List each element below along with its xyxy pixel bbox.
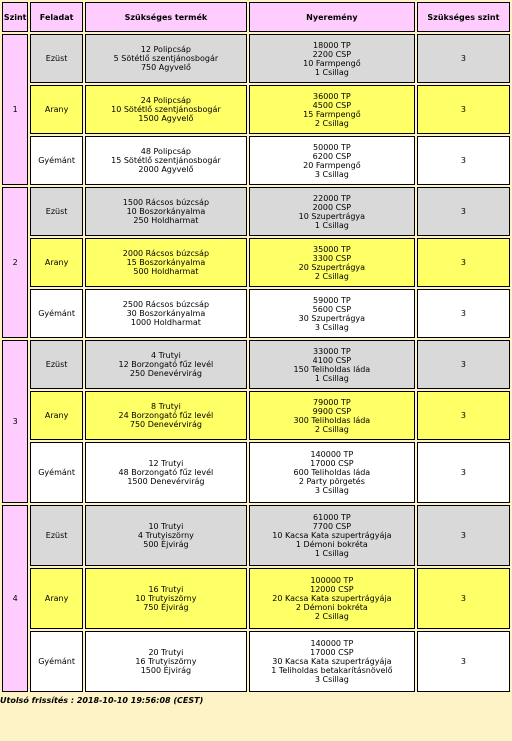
table-row (2, 631, 510, 692)
reward-item: 150 Teliholdas láda (293, 364, 371, 374)
task-cell: Ezüst (30, 187, 83, 236)
reward-item: 4500 CSP (312, 100, 352, 110)
reward-item: 33000 TP (313, 346, 351, 356)
required-item: 30 Boszorkányalma (126, 309, 206, 318)
required-items-cell (85, 505, 247, 566)
reward-item: 1 Démoni bokréta (295, 540, 368, 549)
required-level-cell: 3 (417, 391, 510, 440)
reward-item: 1 Csillag (314, 373, 349, 383)
required-level-cell: 3 (417, 568, 510, 629)
required-item: 500 Holdharmat (133, 267, 199, 276)
task-cell: Arany (30, 238, 83, 287)
required-item: 12 Borzongató fűz levél (118, 360, 214, 369)
task-cell: Gyémánt (30, 442, 83, 503)
header-level: Szint (2, 2, 28, 32)
required-item: 12 Polipcsáp (140, 45, 192, 54)
required-items-cell (85, 340, 247, 389)
task-cell: Ezüst (30, 34, 83, 83)
reward-item: 61000 TP (313, 513, 351, 522)
reward-item: 600 Teliholdas láda (293, 468, 371, 477)
required-level-cell: 3 (417, 85, 510, 134)
required-item: 12 Trutyi (148, 459, 184, 468)
required-item: 2500 Rácsos búzcsáp (122, 300, 210, 309)
required-item: 750 Éjvirág (143, 603, 189, 612)
quest-table-body (2, 34, 510, 692)
required-item: 5 Sötétlő szentjánosbogár (113, 54, 219, 63)
required-item: 1000 Holdharmat (130, 318, 201, 327)
reward-item: 30 Kacsa Kata szupertrágyája (272, 657, 392, 666)
required-level-cell: 3 (417, 187, 510, 236)
header-row (2, 2, 510, 32)
required-level-cell: 3 (417, 136, 510, 185)
rewards-cell (249, 34, 415, 83)
reward-item: 2 Csillag (314, 118, 349, 128)
table-row (2, 289, 510, 338)
required-level-cell: 3 (417, 34, 510, 83)
required-items-cell (85, 568, 247, 629)
required-item: 500 Éjvirág (143, 540, 189, 549)
level-cell: 2 (2, 187, 28, 338)
required-item: 10 Boszorkányalma (126, 207, 206, 216)
required-item: 1500 Denevérvirág (127, 477, 205, 486)
rewards-cell (249, 505, 415, 566)
reward-item: 100000 TP (310, 576, 354, 585)
reward-item: 140000 TP (310, 450, 354, 459)
reward-item: 22000 TP (313, 193, 351, 203)
required-item: 2000 Agyvelő (138, 165, 194, 174)
required-item: 10 Trutyiszörny (135, 594, 197, 603)
rewards-cell (249, 340, 415, 389)
reward-item: 140000 TP (310, 639, 354, 648)
reward-item: 12000 CSP (310, 585, 354, 594)
required-level-cell: 3 (417, 289, 510, 338)
table-row (2, 505, 510, 566)
reward-item: 36000 TP (313, 91, 351, 101)
table-row (2, 85, 510, 134)
task-cell: Arany (30, 85, 83, 134)
required-item: 1500 Éjvirág (140, 666, 192, 675)
reward-item: 7700 CSP (312, 522, 352, 531)
rewards-cell (249, 136, 415, 185)
required-item: 250 Holdharmat (133, 216, 199, 225)
required-item: 16 Trutyiszörny (135, 657, 197, 666)
level-cell: 4 (2, 505, 28, 692)
reward-item: 2 Démoni bokréta (295, 603, 368, 612)
required-item: 4 Trutyiszörny (137, 531, 194, 540)
reward-item: 3 Csillag (314, 322, 349, 332)
required-item: 10 Trutyi (148, 522, 184, 531)
reward-item: 35000 TP (313, 244, 351, 254)
table-row (2, 136, 510, 185)
required-item: 24 Borzongató fűz levél (118, 411, 214, 420)
required-items-cell (85, 391, 247, 440)
reward-item: 2 Party pörgetés (298, 477, 365, 486)
reward-item: 17000 CSP (310, 459, 354, 468)
required-level-cell: 3 (417, 340, 510, 389)
reward-item: 10 Kacsa Kata szupertrágyája (272, 531, 392, 540)
required-item: 1500 Agyvelő (138, 114, 194, 123)
required-item: 48 Borzongató fűz levél (118, 468, 214, 477)
reward-item: 2 Csillag (314, 271, 349, 281)
header-required-level: Szükséges szint (417, 2, 510, 32)
required-item: 250 Denevérvirág (129, 369, 202, 378)
rewards-cell (249, 187, 415, 236)
reward-item: 1 Csillag (314, 220, 349, 230)
required-level-cell: 3 (417, 442, 510, 503)
task-cell: Ezüst (30, 505, 83, 566)
table-row (2, 391, 510, 440)
required-level-cell: 3 (417, 505, 510, 566)
reward-item: 1 Csillag (314, 67, 349, 77)
reward-item: 18000 TP (313, 40, 351, 50)
table-row (2, 340, 510, 389)
required-level-cell: 3 (417, 631, 510, 692)
rewards-cell (249, 631, 415, 692)
reward-item: 10 Szupertrágya (298, 211, 366, 221)
reward-item: 50000 TP (313, 142, 351, 152)
required-items-cell (85, 631, 247, 692)
required-item: 1500 Rácsos búzcsáp (122, 198, 210, 207)
required-item: 15 Boszorkányalma (126, 258, 206, 267)
reward-item: 300 Teliholdas láda (293, 415, 371, 425)
reward-item: 15 Farmpengő (303, 109, 361, 119)
required-item: 24 Polipcsáp (140, 96, 192, 105)
reward-item: 1 Teliholdas betakarításnövelő (271, 666, 393, 675)
reward-item: 3 Csillag (314, 169, 349, 179)
rewards-cell (249, 238, 415, 287)
required-items-cell (85, 187, 247, 236)
reward-item: 59000 TP (313, 295, 351, 305)
required-items-cell (85, 34, 247, 83)
reward-item: 6200 CSP (312, 151, 352, 161)
reward-item: 10 Farmpengő (303, 58, 361, 68)
required-item: 20 Trutyi (148, 648, 184, 657)
task-cell: Arany (30, 391, 83, 440)
rewards-cell (249, 289, 415, 338)
task-cell: Gyémánt (30, 289, 83, 338)
required-items-cell (85, 136, 247, 185)
header-items: Szükséges termék (85, 2, 247, 32)
header-rewards: Nyeremény (249, 2, 415, 32)
reward-item: 20 Farmpengő (303, 160, 361, 170)
required-items-cell (85, 238, 247, 287)
reward-item: 1 Csillag (314, 549, 349, 558)
required-item: 16 Trutyi (148, 585, 184, 594)
level-cell: 3 (2, 340, 28, 503)
rewards-cell (249, 85, 415, 134)
reward-item: 3300 CSP (312, 253, 352, 263)
required-item: 8 Trutyi (151, 402, 181, 411)
reward-item: 2000 CSP (312, 202, 352, 212)
reward-item: 3 Csillag (314, 675, 349, 684)
required-item: 48 Polipcsáp (140, 147, 192, 156)
reward-item: 20 Kacsa Kata szupertrágyája (272, 594, 392, 603)
required-item: 10 Sötétlő szentjánosbogár (111, 105, 221, 114)
reward-item: 9900 CSP (312, 406, 352, 416)
reward-item: 20 Szupertrágya (298, 262, 366, 272)
header-task: Feladat (30, 2, 83, 32)
last-update: Utolsó frissítés : 2018-10-10 19:56:08 (CEST) (0, 696, 204, 705)
reward-item: 2 Csillag (314, 424, 349, 434)
table-row (2, 187, 510, 236)
level-cell: 1 (2, 34, 28, 185)
required-items-cell (85, 85, 247, 134)
reward-item: 2 Csillag (314, 612, 349, 621)
task-cell: Gyémánt (30, 136, 83, 185)
task-cell: Ezüst (30, 340, 83, 389)
required-item: 2000 Rácsos búzcsáp (122, 249, 210, 258)
required-item: 4 Trutyi (151, 351, 181, 360)
reward-item: 5600 CSP (312, 304, 352, 314)
rewards-cell (249, 391, 415, 440)
rewards-cell (249, 442, 415, 503)
table-row (2, 442, 510, 503)
required-level-cell: 3 (417, 238, 510, 287)
table-row (2, 238, 510, 287)
reward-item: 30 Szupertrágya (298, 313, 366, 323)
required-items-cell (85, 442, 247, 503)
reward-item: 4100 CSP (312, 355, 352, 365)
rewards-cell (249, 568, 415, 629)
table-row (2, 34, 510, 83)
task-cell: Gyémánt (30, 631, 83, 692)
table-row (2, 568, 510, 629)
reward-item: 3 Csillag (314, 486, 349, 495)
reward-item: 79000 TP (313, 397, 351, 407)
required-items-cell (85, 289, 247, 338)
reward-item: 17000 CSP (310, 648, 354, 657)
required-item: 750 Denevérvirág (129, 420, 202, 429)
task-cell: Arany (30, 568, 83, 629)
required-item: 15 Sötétlő szentjánosbogár (111, 156, 221, 165)
required-item: 750 Agyvelő (140, 63, 191, 72)
reward-item: 2200 CSP (312, 49, 352, 59)
